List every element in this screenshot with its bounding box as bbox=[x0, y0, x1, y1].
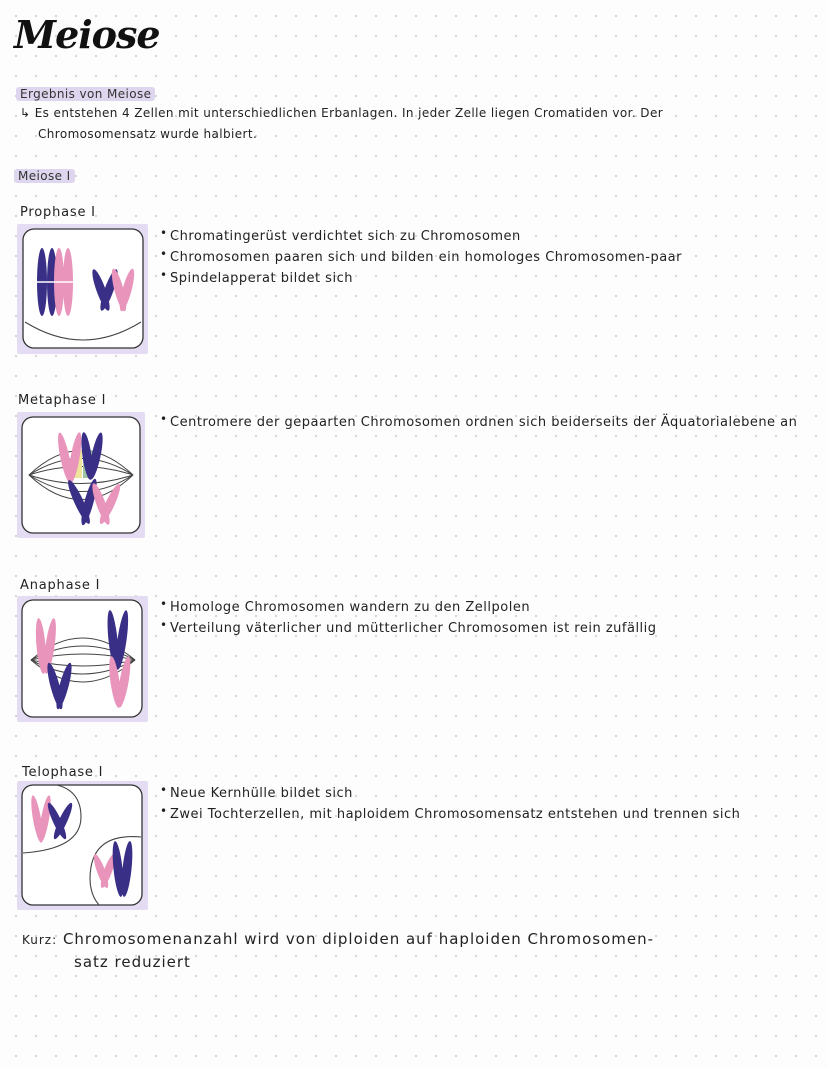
prophase-bullets bbox=[160, 226, 810, 289]
result-heading-wrap bbox=[16, 83, 155, 102]
summary-tag: Kurz: bbox=[22, 933, 58, 947]
phase-label-anaphase: Anaphase I bbox=[20, 578, 101, 593]
bullet-item: • Chromosomen paaren sich und bilden ein homologes Chromosomen-paar bbox=[160, 247, 810, 268]
bullet-item: • Chromatingerüst verdichtet sich zu Chromosomen bbox=[160, 226, 810, 247]
page-title: Meiose bbox=[14, 12, 160, 57]
summary-line-2: satz reduziert bbox=[74, 953, 191, 971]
prophase-pair-left bbox=[37, 248, 73, 316]
telophase-diagram bbox=[17, 781, 148, 910]
bullet-item: • Centromere der gepaarten Chromosomen ordnen sich beiderseits der Äquatorialebene an bbox=[160, 412, 815, 433]
arrow-icon: ↳ bbox=[20, 106, 31, 120]
section-heading: Meiose I bbox=[14, 169, 75, 183]
phase-label-prophase: Prophase I bbox=[20, 205, 96, 220]
anaphase-bullets bbox=[160, 597, 810, 639]
result-text bbox=[20, 103, 812, 145]
prophase-diagram bbox=[17, 224, 148, 354]
phase-label-metaphase: Metaphase I bbox=[18, 393, 107, 408]
result-heading: Ergebnis von Meiose bbox=[16, 87, 155, 101]
bullet-item: • Homologe Chromosomen wandern zu den Zellpolen bbox=[160, 597, 810, 618]
bullet-item: • Spindelapperat bildet sich bbox=[160, 268, 810, 289]
anaphase-diagram bbox=[17, 596, 148, 722]
phase-label-telophase: Telophase I bbox=[22, 765, 104, 780]
bullet-item: • Zwei Tochterzellen, mit haploidem Chromosomensatz entstehen und trennen sich bbox=[160, 804, 825, 825]
summary bbox=[22, 928, 822, 973]
metaphase-bullets bbox=[160, 412, 815, 433]
summary-line-1: Chromosomenanzahl wird von diploiden auf haploiden Chromosomen- bbox=[62, 930, 655, 948]
bullet-item: • Neue Kernhülle bildet sich bbox=[160, 783, 825, 804]
bullet-item: • Verteilung väterlicher und mütterlicher Chromosomen ist rein zufällig bbox=[160, 618, 810, 639]
result-line-1: Es entstehen 4 Zellen mit unterschiedlichen Erbanlagen. In jeder Zelle liegen Cromatiden vor. Der bbox=[34, 106, 664, 120]
section-heading-wrap bbox=[14, 165, 75, 184]
telophase-bullets bbox=[160, 783, 825, 825]
result-line-2: Chromosomensatz wurde halbiert. bbox=[38, 127, 258, 141]
metaphase-diagram bbox=[17, 412, 145, 538]
